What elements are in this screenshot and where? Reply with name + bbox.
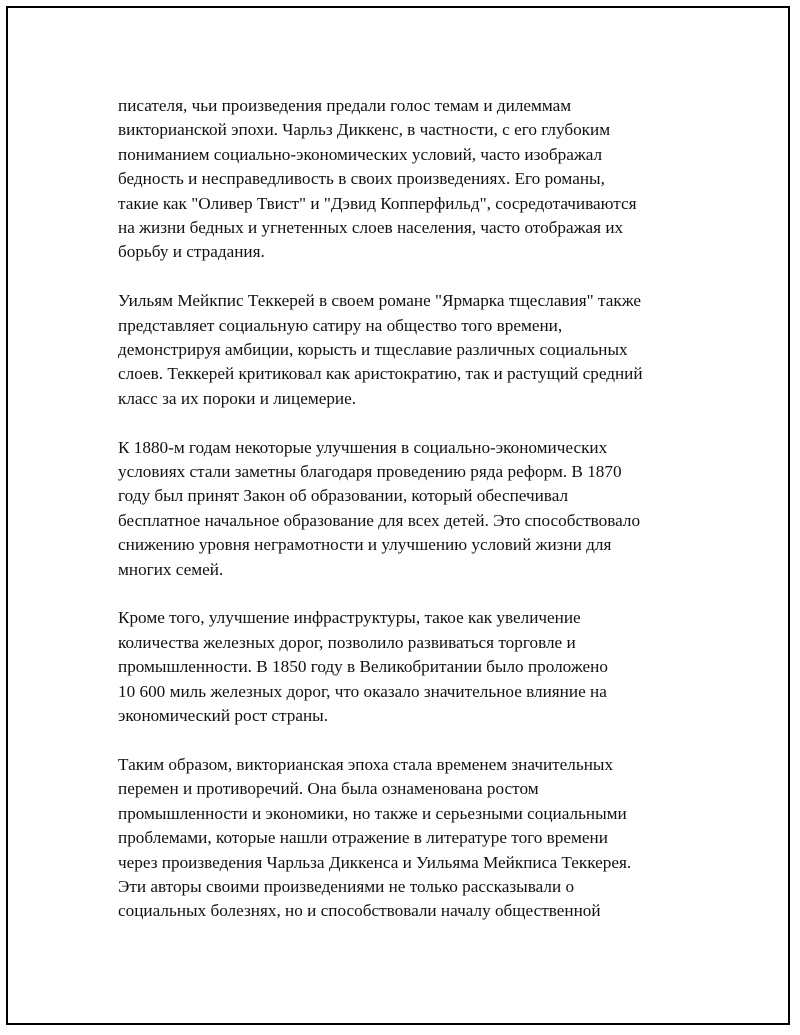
text-line: бедность и несправедливость в своих произведениях. Его романы, bbox=[118, 169, 605, 189]
text-line: перемен и противоречий. Она была ознаменована ростом bbox=[118, 779, 539, 799]
text-line: 10 600 миль железных дорог, что оказало значительное влияние на bbox=[118, 681, 607, 701]
text-line: К 1880-м годам некоторые улучшения в социально-экономических bbox=[118, 437, 608, 457]
text-line: Таким образом, викторианская эпоха стала временем значительных bbox=[118, 754, 614, 774]
text-line: проблемами, которые нашли отражение в литературе того времени bbox=[118, 828, 608, 848]
text-line: борьбу и страдания. bbox=[118, 242, 265, 262]
text-line: Уильям Мейкпис Теккерей в своем романе "Ярмарка тщеславия" также bbox=[118, 291, 641, 311]
text-line: условиях стали заметны благодаря проведению ряда реформ. В 1870 bbox=[118, 462, 622, 482]
paragraph-3 bbox=[118, 436, 698, 582]
text-line: представляет социальную сатиру на общество того времени, bbox=[118, 315, 563, 335]
text-line: снижению уровня неграмотности и улучшению условий жизни для bbox=[118, 535, 612, 555]
text-line: демонстрируя амбиции, корысть и тщеславие различных социальных bbox=[118, 340, 628, 360]
text-line: на жизни бедных и угнетенных слоев населения, часто отображая их bbox=[118, 218, 624, 238]
document-body bbox=[118, 94, 698, 948]
text-line: промышленности. В 1850 году в Великобритании было проложено bbox=[118, 657, 608, 677]
paragraph-4 bbox=[118, 606, 698, 728]
text-line: слоев. Теккерей критиковал как аристократию, так и растущий средний bbox=[118, 364, 643, 384]
text-line: Эти авторы своими произведениями не только рассказывали о bbox=[118, 876, 575, 896]
paragraph-5 bbox=[118, 753, 698, 924]
text-line: через произведения Чарльза Диккенса и Уильяма Мейкписа Теккерея. bbox=[118, 852, 632, 872]
text-line: пониманием социально-экономических условий, часто изображал bbox=[118, 144, 603, 164]
text-line: бесплатное начальное образование для всех детей. Это способствовало bbox=[118, 510, 641, 530]
text-line: промышленности и экономики, но также и серьезными социальными bbox=[118, 803, 627, 823]
paragraph-2 bbox=[118, 289, 698, 411]
text-line: класс за их пороки и лицемерие. bbox=[118, 388, 357, 408]
text-line: такие как "Оливер Твист" и "Дэвид Копперфильд", сосредотачиваются bbox=[118, 193, 637, 213]
text-line: викторианской эпохи. Чарльз Диккенс, в частности, с его глубоким bbox=[118, 120, 611, 140]
text-line: многих семей. bbox=[118, 559, 224, 579]
text-line: количества железных дорог, позволило развиваться торговле и bbox=[118, 632, 576, 652]
text-line: писателя, чьи произведения предали голос темам и дилеммам bbox=[118, 96, 572, 115]
text-line: Кроме того, улучшение инфраструктуры, такое как увеличение bbox=[118, 608, 581, 628]
paragraph-1 bbox=[118, 94, 698, 265]
text-line: экономический рост страны. bbox=[118, 706, 329, 726]
text-line: социальных болезнях, но и способствовали началу общественной bbox=[118, 901, 601, 921]
text-line: году был принят Закон об образовании, который обеспечивал bbox=[118, 486, 569, 506]
